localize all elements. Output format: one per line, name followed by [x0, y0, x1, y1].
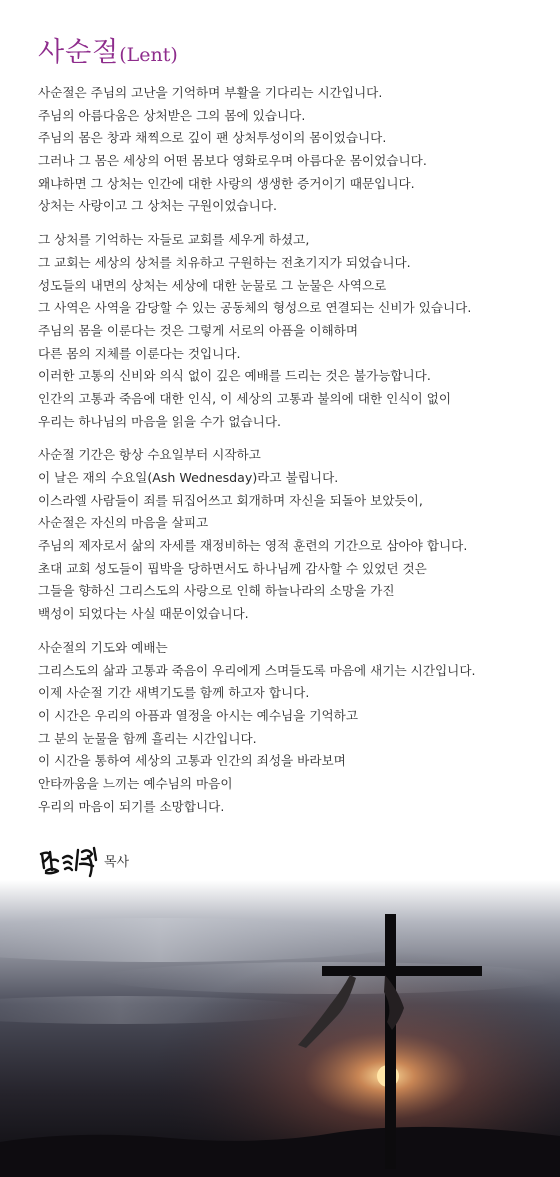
page-title [38, 30, 178, 69]
text-line: 사순절은 주님의 고난을 기억하며 부활을 기다리는 시간입니다. [38, 85, 383, 100]
paragraph [38, 637, 543, 819]
text-line: 이러한 고통의 신비와 의식 없이 깊은 예배를 드리는 것은 불가능합니다. [38, 368, 431, 384]
text-line: 성도들의 내면의 상처는 세상에 대한 눈물로 그 눈물은 사역으로 [38, 277, 387, 293]
text-line: 이제 사순절 기간 새벽기도를 함께 하고자 합니다. [38, 685, 310, 701]
body-text [38, 82, 543, 829]
text-line: 그들을 향하신 그리스도의 사랑으로 인해 하늘나라의 소망을 가진 [38, 583, 395, 599]
signature-role: 목사 [104, 854, 130, 870]
text-line: 주님의 몸을 이룬다는 것은 그렇게 서로의 아픔을 이해하며 [38, 322, 358, 338]
text-line: 다른 몸의 지체를 이룬다는 것입니다. [38, 345, 241, 361]
text-line: 이 시간은 우리의 아픔과 열정을 아시는 예수님을 기억하고 [38, 707, 358, 723]
text-line: 그 분의 눈물을 함께 흘리는 시간입니다. [38, 730, 257, 746]
text-line: 사순절 기간은 항상 수요일부터 시작하고 [38, 447, 261, 463]
text-line: 그 사역은 사역을 감당할 수 있는 공동체의 형성으로 연결되는 신비가 있습니다. [38, 300, 472, 316]
text-line: 백성이 되었다는 사실 때문이었습니다. [38, 606, 249, 622]
title-sub: (Lent) [119, 44, 178, 66]
signature [38, 840, 129, 880]
text-line: 사순절의 기도와 예배는 [38, 639, 168, 655]
title-main: 사순절 [38, 37, 120, 68]
text-line: 이 날은 재의 수요일(Ash Wednesday)라고 불립니다. [38, 470, 339, 485]
text-line: 주님의 아름다움은 상처받은 그의 몸에 있습니다. [38, 107, 306, 123]
text-line: 초대 교회 성도들이 핍박을 당하면서도 하나님께 감사할 수 있었던 것은 [38, 560, 427, 576]
paragraph [38, 82, 543, 218]
text-line: 사순절은 자신의 마음을 살피고 [38, 515, 209, 531]
paragraph [38, 229, 543, 433]
text-line: 왜냐하면 그 상처는 인간에 대한 사랑의 생생한 증거이기 때문입니다. [38, 175, 415, 191]
text-line: 이스라엘 사람들이 죄를 뒤집어쓰고 회개하며 자신을 되돌아 보았듯이, [38, 492, 423, 508]
text-line: 그 교회는 세상의 상처를 치유하고 구원하는 전초기지가 되었습니다. [38, 254, 411, 270]
text-line: 그러나 그 몸은 세상의 어떤 몸보다 영화로우며 아름다운 몸이었습니다. [38, 153, 427, 169]
text-line: 우리의 마음이 되기를 소망합니다. [38, 798, 225, 814]
text-line: 그리스도의 삶과 고통과 죽음이 우리에게 스며들도록 마음에 새기는 시간입니다. [38, 662, 476, 678]
text-line: 안타까움을 느끼는 예수님의 마음이 [38, 775, 233, 791]
text-line: 그 상처를 기억하는 자들로 교회를 세우게 하셨고, [38, 232, 310, 248]
text-line: 상처는 사랑이고 그 상처는 구원이었습니다. [38, 198, 277, 214]
cross-sunset-image [0, 880, 560, 1177]
text-line: 주님의 제자로서 삶의 자세를 재정비하는 영적 훈련의 기간으로 삼아야 합니다. [38, 538, 468, 554]
cross-sunset-illustration [0, 880, 560, 1177]
text-line: 인간의 고통과 죽음에 대한 인식, 이 세상의 고통과 불의에 대한 인식이 없이 [38, 390, 452, 406]
signature-handwriting [38, 840, 102, 880]
text-line: 우리는 하나님의 마음을 읽을 수가 없습니다. [38, 413, 281, 429]
text-line: 주님의 몸은 창과 채찍으로 깊이 팬 상처투성이의 몸이었습니다. [38, 130, 387, 146]
text-line: 이 시간을 통하여 세상의 고통과 인간의 죄성을 바라보며 [38, 753, 346, 769]
paragraph [38, 444, 543, 626]
